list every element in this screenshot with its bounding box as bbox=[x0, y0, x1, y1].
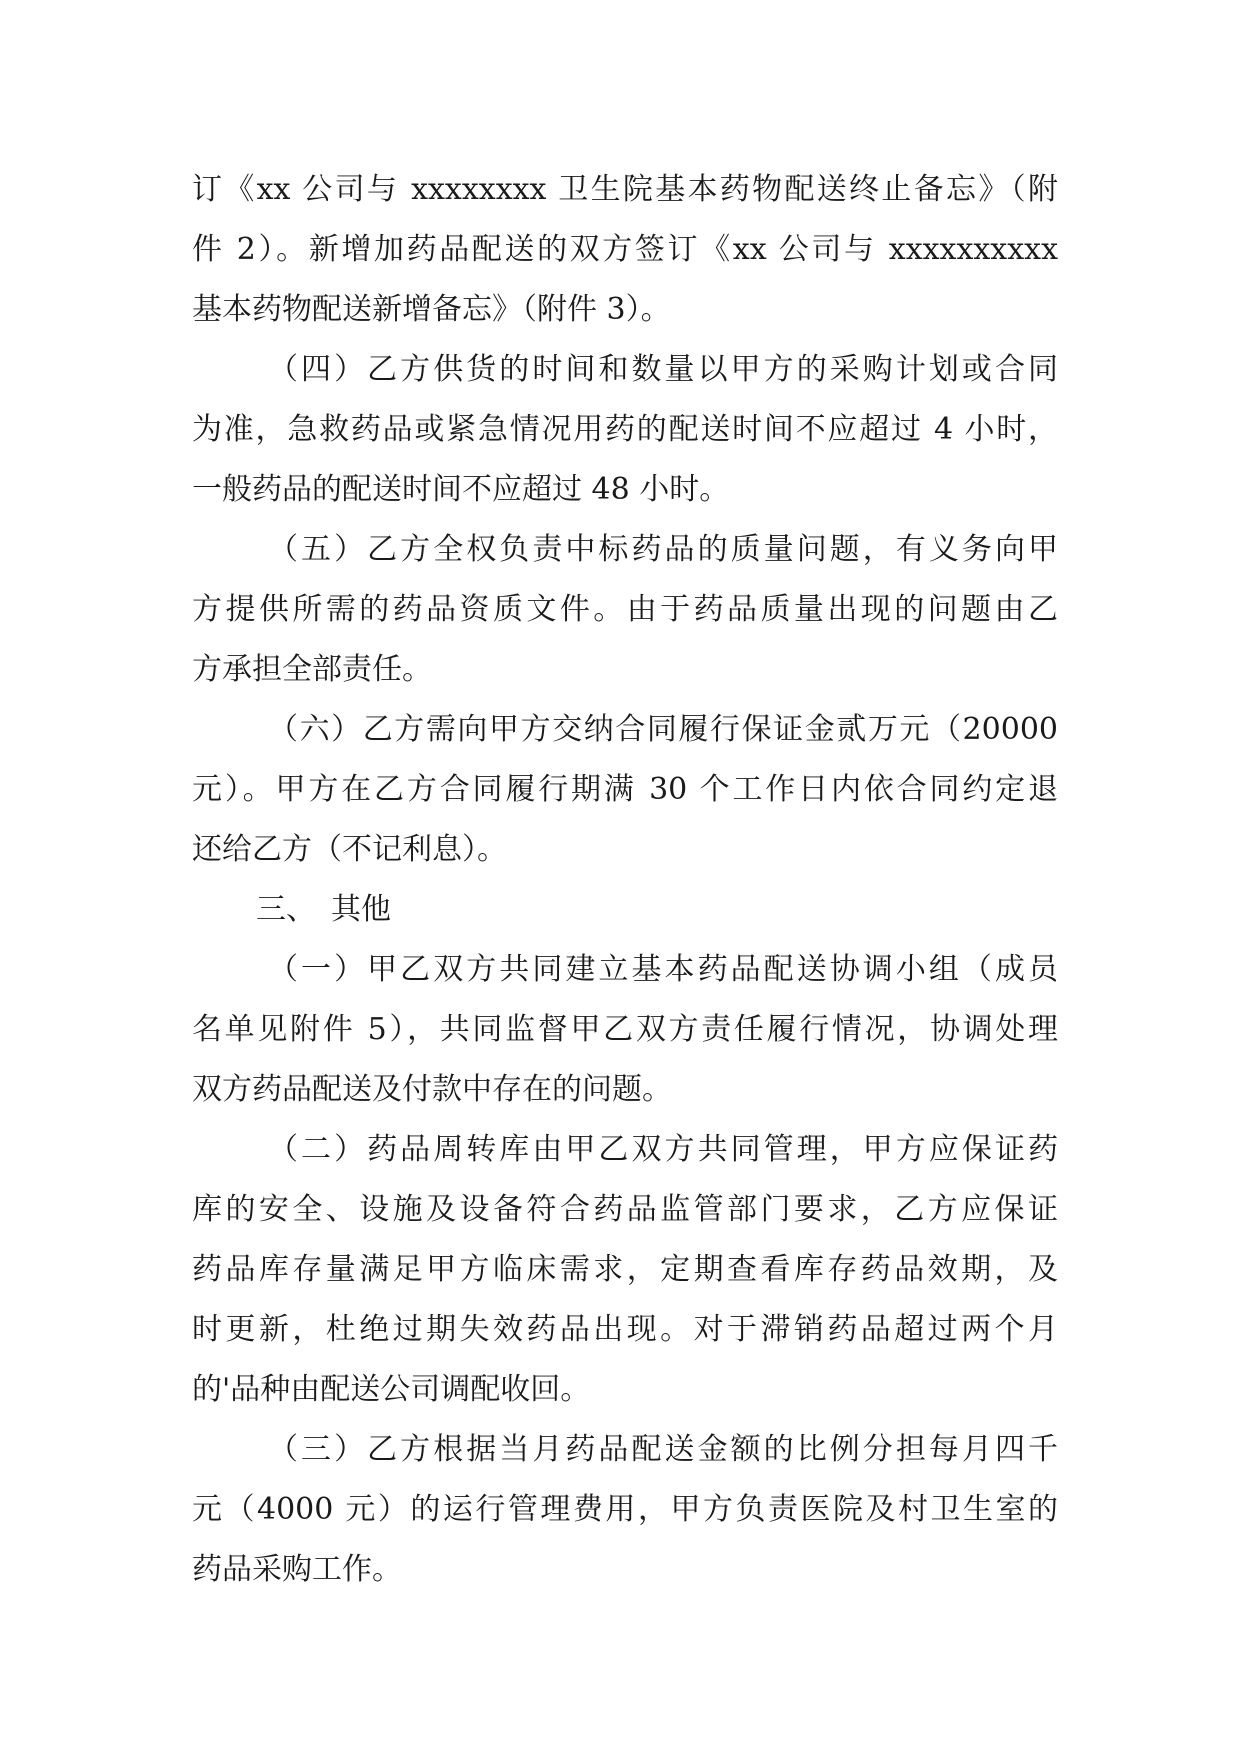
text-line: 方提供所需的药品资质文件。由于药品质量出现的问题由乙 bbox=[192, 592, 1058, 627]
text-line: 一般药品的配送时间不应超过 48 小时。 bbox=[192, 472, 730, 507]
text-line: 还给乙方（不记利息）。 bbox=[192, 832, 507, 867]
paragraph-start-line: （三）乙方根据当月药品配送金额的比例分担每月四千 bbox=[268, 1432, 1058, 1467]
paragraph-start-line: （五）乙方全权负责中标药品的质量问题，有义务向甲 bbox=[268, 532, 1058, 567]
text-line: 库的安全、设施及设备符合药品监管部门要求，乙方应保证 bbox=[192, 1192, 1058, 1227]
paragraph-start-line: （六）乙方需向甲方交纳合同履行保证金贰万元（20000 bbox=[268, 712, 1058, 747]
text-line: 基本药物配送新增备忘》（附件 3）。 bbox=[192, 292, 671, 327]
text-line: 药品库存量满足甲方临床需求，定期查看库存药品效期，及 bbox=[192, 1252, 1058, 1287]
text-line: 元（4000 元）的运行管理费用，甲方负责医院及村卫生室的 bbox=[192, 1492, 1058, 1527]
text-line: 为准，急救药品或紧急情况用药的配送时间不应超过 4 小时， bbox=[192, 412, 1058, 447]
section-heading: 三、 其他 bbox=[256, 892, 391, 927]
paragraph-start-line: （二）药品周转库由甲乙双方共同管理，甲方应保证药 bbox=[268, 1132, 1058, 1167]
text-line: 名单见附件 5），共同监督甲乙双方责任履行情况，协调处理 bbox=[192, 1012, 1058, 1047]
paragraph-start-line: （一）甲乙双方共同建立基本药品配送协调小组（成员 bbox=[268, 952, 1058, 987]
text-line: 订《xx 公司与 xxxxxxxx 卫生院基本药物配送终止备忘》（附 bbox=[192, 172, 1058, 207]
text-line: 方承担全部责任。 bbox=[192, 652, 432, 687]
text-line: 时更新，杜绝过期失效药品出现。对于滞销药品超过两个月 bbox=[192, 1312, 1058, 1347]
text-line: 件 2）。新增加药品配送的双方签订《xx 公司与 xxxxxxxxxx bbox=[192, 232, 1058, 267]
text-line: 元）。甲方在乙方合同履行期满 30 个工作日内依合同约定退 bbox=[192, 772, 1058, 807]
document-body bbox=[192, 160, 1058, 1600]
text-line: 的'品种由配送公司调配收回。 bbox=[192, 1372, 591, 1407]
text-line: 药品采购工作。 bbox=[192, 1552, 402, 1587]
text-line: 双方药品配送及付款中存在的问题。 bbox=[192, 1072, 672, 1107]
paragraph-start-line: （四）乙方供货的时间和数量以甲方的采购计划或合同 bbox=[268, 352, 1058, 387]
